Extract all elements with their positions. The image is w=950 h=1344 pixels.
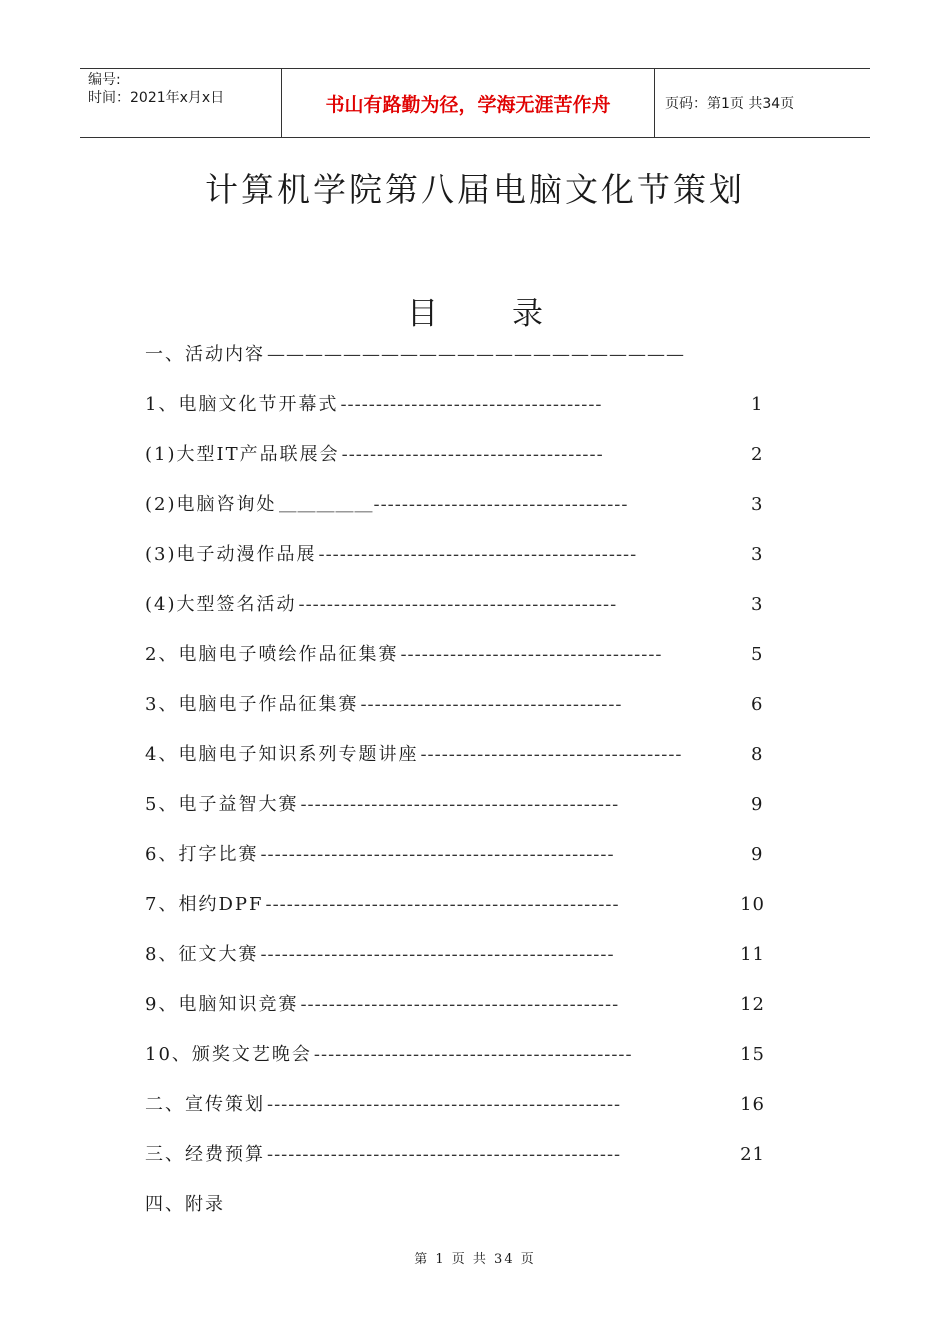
toc-entry[interactable] (145, 590, 765, 626)
toc-entry[interactable] (145, 490, 765, 526)
toc-entry-page-number: 3 (751, 544, 764, 565)
toc-entry-label: 9、电脑知识竞赛 (145, 994, 299, 1015)
toc-entry-page-number: 11 (740, 944, 765, 965)
toc-entry-label: (3)电子动漫作品展 (145, 544, 317, 565)
toc-entry-page-number: 9 (751, 794, 764, 815)
toc-entry-page-number: 6 (751, 694, 764, 715)
toc-entry[interactable] (145, 890, 765, 926)
toc-entry-label: 二、宣传策划 (145, 1094, 265, 1115)
toc-entry-page-number: 21 (740, 1144, 765, 1165)
toc-entry-label: (4)大型签名活动 (145, 594, 297, 615)
toc-entry-page-number: 3 (751, 594, 764, 615)
toc-entry[interactable] (145, 790, 765, 826)
toc-entry[interactable] (145, 1040, 765, 1076)
toc-entry-label: 8、征文大赛 (145, 944, 259, 965)
header-motto: 书山有路勤为径，学海无涯苦作舟 (282, 69, 655, 137)
toc-entry-label: 四、附录 (145, 1194, 225, 1215)
toc-entry-leader: --------------------------------------------- (300, 994, 620, 1015)
toc-entry-page-number: 12 (740, 994, 765, 1015)
page-header (80, 68, 870, 138)
toc-entry[interactable] (145, 440, 765, 476)
toc-entry-leader: -------------------------------------------------- (265, 894, 620, 915)
toc-entry-page-number: 3 (751, 494, 764, 515)
toc-entry[interactable] (145, 740, 765, 776)
page-footer: 第 1 页 共 34 页 (414, 1252, 536, 1267)
toc-entry-leader: -------------------------------------------------- (267, 1094, 622, 1115)
document-number-label: 编号: (88, 72, 121, 88)
toc-entry-leader: -------------------------------------------------- (260, 944, 615, 965)
toc-entry-leader: ------------------------------------- (420, 744, 683, 765)
toc-entry[interactable] (145, 940, 765, 976)
toc-entry-leader: -------------------------------------------------- (260, 844, 615, 865)
header-page-info: 页码：第1页 共34页 (665, 96, 795, 112)
header-meta (80, 69, 282, 137)
toc-entry[interactable] (145, 840, 765, 876)
toc-entry-label: (2)电脑咨询处 (145, 494, 277, 515)
toc-entry-label: 5、电子益智大赛 (145, 794, 299, 815)
toc-entry[interactable] (145, 1090, 765, 1126)
toc-entry[interactable] (145, 1190, 765, 1226)
toc-entry-label: 一、活动内容 (145, 344, 265, 365)
toc-entry-leader: --------------------------------------------- (300, 794, 620, 815)
toc-heading-right: 录 (512, 296, 543, 332)
toc-entry-leader: --------------------------------------------- (313, 1044, 633, 1065)
toc-entry-page-number: 16 (740, 1094, 765, 1115)
toc-entry-label: 2、电脑电子喷绘作品征集赛 (145, 644, 399, 665)
toc-entry-label: (1)大型IT产品联展会 (145, 444, 340, 465)
toc-heading (0, 288, 950, 333)
toc-entry-leader: ------------------------------------- (360, 694, 623, 715)
toc-entry-leader: —————————————————————— (267, 344, 685, 365)
toc-entry[interactable] (145, 640, 765, 676)
toc-entry-leader: ------------------------------------- (340, 394, 603, 415)
toc-entry-page-number: 1 (751, 394, 764, 415)
toc-entry-page-number: 8 (751, 744, 764, 765)
toc-entry-leader: --------------------------------------------- (318, 544, 638, 565)
document-time-label: 时间：2021年x月x日 (88, 90, 225, 106)
toc-entry-leader: -------------------------------------------------- (267, 1144, 622, 1165)
toc-entry[interactable] (145, 390, 765, 426)
document-title: 计算机学院第八届电脑文化节策划 (205, 170, 745, 209)
toc-entry-page-number: 9 (751, 844, 764, 865)
toc-entry-leader: ------------------------------------- (400, 644, 663, 665)
toc-entry[interactable] (145, 540, 765, 576)
toc-entry-leader: ＿＿＿＿＿------------------------------------ (278, 494, 629, 515)
toc-entry[interactable] (145, 1140, 765, 1176)
toc-entry-label: 3、电脑电子作品征集赛 (145, 694, 359, 715)
toc-entry-page-number: 15 (740, 1044, 765, 1065)
toc-entry-label: 6、打字比赛 (145, 844, 259, 865)
toc-entry-page-number: 5 (751, 644, 764, 665)
toc-entry-label: 7、相约DPF (145, 894, 264, 915)
toc-entry-page-number: 10 (740, 894, 765, 915)
toc-entry-leader: ------------------------------------- (341, 444, 604, 465)
toc-entry-leader: --------------------------------------------- (298, 594, 618, 615)
toc-heading-left: 目 (407, 296, 438, 332)
toc-entry-page-number: 2 (751, 444, 764, 465)
toc-entry-label: 1、电脑文化节开幕式 (145, 394, 339, 415)
toc-entry-label: 三、经费预算 (145, 1144, 265, 1165)
toc-entry-label: 4、电脑电子知识系列专题讲座 (145, 744, 419, 765)
toc-entry[interactable] (145, 990, 765, 1026)
toc-entry[interactable] (145, 340, 765, 376)
toc-entry-label: 10、颁奖文艺晚会 (145, 1044, 312, 1065)
toc-entry[interactable] (145, 690, 765, 726)
